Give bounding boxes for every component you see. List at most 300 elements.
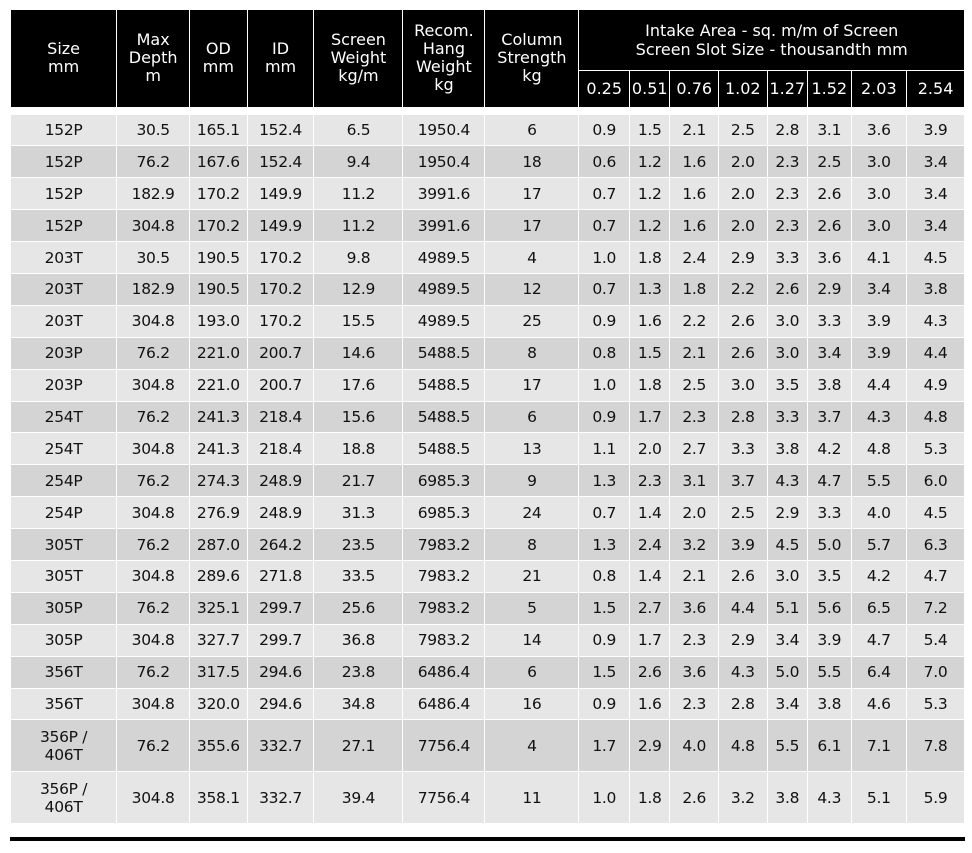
cell-intake: 3.3 — [808, 497, 851, 529]
cell-intake: 2.5 — [719, 497, 768, 529]
cell-intake: 0.7 — [579, 273, 630, 305]
header-intake-line2: Screen Slot Size - thousandth mm — [635, 39, 908, 59]
cell-intake: 7.0 — [907, 656, 965, 688]
cell-id: 218.4 — [247, 433, 314, 465]
cell-intake: 0.8 — [579, 560, 630, 592]
cell-column-strength: 12 — [485, 273, 579, 305]
table-row — [11, 242, 965, 274]
header-od: OD mm — [190, 10, 248, 107]
cell-intake: 3.5 — [808, 560, 851, 592]
cell-column-strength: 4 — [485, 720, 579, 772]
cell-intake: 3.4 — [767, 688, 807, 720]
cell-column-strength: 9 — [485, 465, 579, 497]
cell-intake: 2.0 — [719, 146, 768, 178]
cell-intake: 6.3 — [907, 529, 965, 561]
header-intake-area — [579, 10, 965, 70]
header-slot-size: 1.52 — [808, 70, 851, 107]
cell-max-depth: 304.8 — [117, 772, 190, 824]
table-row — [11, 337, 965, 369]
cell-intake: 3.9 — [808, 624, 851, 656]
cell-intake: 1.6 — [670, 178, 719, 210]
cell-max-depth: 76.2 — [117, 401, 190, 433]
cell-size: 254T — [11, 433, 117, 465]
cell-intake: 2.0 — [670, 497, 719, 529]
cell-intake: 3.8 — [767, 433, 807, 465]
cell-column-strength: 6 — [485, 114, 579, 146]
cell-hang-weight: 4989.5 — [403, 305, 485, 337]
cell-intake: 4.6 — [851, 688, 907, 720]
cell-intake: 1.4 — [630, 560, 670, 592]
table-row — [11, 624, 965, 656]
cell-od: 241.3 — [190, 401, 248, 433]
cell-intake: 2.2 — [719, 273, 768, 305]
cell-intake: 2.6 — [719, 337, 768, 369]
cell-intake: 3.6 — [670, 656, 719, 688]
cell-intake: 2.3 — [767, 210, 807, 242]
cell-intake: 1.5 — [579, 592, 630, 624]
cell-od: 241.3 — [190, 433, 248, 465]
cell-od: 190.5 — [190, 242, 248, 274]
header-slot-size: 0.51 — [630, 70, 670, 107]
cell-max-depth: 76.2 — [117, 465, 190, 497]
cell-intake: 2.0 — [630, 433, 670, 465]
cell-intake: 2.8 — [719, 688, 768, 720]
cell-hang-weight: 4989.5 — [403, 273, 485, 305]
cell-intake: 3.3 — [808, 305, 851, 337]
cell-max-depth: 76.2 — [117, 592, 190, 624]
cell-intake: 4.4 — [907, 337, 965, 369]
cell-intake: 3.4 — [907, 210, 965, 242]
cell-column-strength: 8 — [485, 529, 579, 561]
cell-intake: 3.3 — [767, 242, 807, 274]
cell-intake: 0.7 — [579, 178, 630, 210]
cell-intake: 3.0 — [767, 560, 807, 592]
cell-intake: 4.4 — [851, 369, 907, 401]
cell-od: 325.1 — [190, 592, 248, 624]
cell-intake: 3.2 — [670, 529, 719, 561]
table-row — [11, 146, 965, 178]
table-row — [11, 772, 965, 824]
cell-od: 274.3 — [190, 465, 248, 497]
cell-size: 356T — [11, 688, 117, 720]
cell-size: 305T — [11, 560, 117, 592]
cell-intake: 1.8 — [630, 772, 670, 824]
header-column-strength: Column Strength kg — [485, 10, 579, 107]
cell-intake: 2.5 — [808, 146, 851, 178]
cell-id: 200.7 — [247, 369, 314, 401]
cell-max-depth: 76.2 — [117, 337, 190, 369]
cell-intake: 3.0 — [767, 337, 807, 369]
cell-od: 170.2 — [190, 210, 248, 242]
cell-intake: 1.5 — [579, 656, 630, 688]
header-slot-size: 1.02 — [719, 70, 768, 107]
cell-od: 355.6 — [190, 720, 248, 772]
table-row — [11, 560, 965, 592]
cell-intake: 3.6 — [670, 592, 719, 624]
cell-intake: 3.4 — [767, 624, 807, 656]
cell-intake: 4.7 — [851, 624, 907, 656]
table-row — [11, 592, 965, 624]
cell-intake: 0.9 — [579, 624, 630, 656]
cell-id: 218.4 — [247, 401, 314, 433]
cell-column-strength: 17 — [485, 178, 579, 210]
cell-od: 167.6 — [190, 146, 248, 178]
cell-hang-weight: 1950.4 — [403, 114, 485, 146]
cell-column-strength: 16 — [485, 688, 579, 720]
table-row — [11, 497, 965, 529]
cell-max-depth: 304.8 — [117, 624, 190, 656]
cell-column-strength: 25 — [485, 305, 579, 337]
cell-size: 203P — [11, 369, 117, 401]
cell-id: 332.7 — [247, 720, 314, 772]
cell-max-depth: 76.2 — [117, 656, 190, 688]
cell-screen-weight: 6.5 — [314, 114, 403, 146]
cell-id: 170.2 — [247, 305, 314, 337]
cell-intake: 2.3 — [767, 146, 807, 178]
cell-size: 203T — [11, 273, 117, 305]
cell-intake: 3.8 — [808, 688, 851, 720]
cell-intake: 2.6 — [808, 210, 851, 242]
cell-intake: 3.0 — [719, 369, 768, 401]
cell-hang-weight: 6486.4 — [403, 656, 485, 688]
cell-intake: 4.3 — [808, 772, 851, 824]
cell-size: 305P — [11, 592, 117, 624]
cell-intake: 2.8 — [767, 114, 807, 146]
cell-hang-weight: 5488.5 — [403, 433, 485, 465]
table-row — [11, 465, 965, 497]
cell-od: 289.6 — [190, 560, 248, 592]
header-screen-weight: Screen Weight kg/m — [314, 10, 403, 107]
cell-screen-weight: 11.2 — [314, 210, 403, 242]
cell-od: 193.0 — [190, 305, 248, 337]
cell-od: 165.1 — [190, 114, 248, 146]
cell-id: 248.9 — [247, 465, 314, 497]
cell-intake: 2.2 — [670, 305, 719, 337]
cell-hang-weight: 4989.5 — [403, 242, 485, 274]
cell-column-strength: 11 — [485, 772, 579, 824]
cell-size: 305P — [11, 624, 117, 656]
cell-intake: 3.3 — [767, 401, 807, 433]
cell-intake: 0.9 — [579, 114, 630, 146]
cell-intake: 4.0 — [670, 720, 719, 772]
cell-intake: 4.5 — [907, 497, 965, 529]
cell-column-strength: 6 — [485, 401, 579, 433]
cell-intake: 1.7 — [630, 624, 670, 656]
cell-column-strength: 24 — [485, 497, 579, 529]
cell-intake: 0.9 — [579, 688, 630, 720]
cell-max-depth: 182.9 — [117, 178, 190, 210]
cell-intake: 3.8 — [808, 369, 851, 401]
header-slot-size: 2.54 — [907, 70, 965, 107]
cell-hang-weight: 7756.4 — [403, 772, 485, 824]
table-row — [11, 114, 965, 146]
cell-intake: 5.7 — [851, 529, 907, 561]
cell-id: 170.2 — [247, 242, 314, 274]
cell-intake: 0.7 — [579, 497, 630, 529]
cell-intake: 1.8 — [630, 242, 670, 274]
cell-hang-weight: 7983.2 — [403, 560, 485, 592]
cell-column-strength: 18 — [485, 146, 579, 178]
cell-intake: 3.4 — [808, 337, 851, 369]
cell-intake: 5.0 — [808, 529, 851, 561]
cell-intake: 3.9 — [851, 305, 907, 337]
cell-screen-weight: 9.8 — [314, 242, 403, 274]
cell-hang-weight: 6985.3 — [403, 497, 485, 529]
cell-intake: 4.3 — [719, 656, 768, 688]
cell-hang-weight: 7983.2 — [403, 592, 485, 624]
cell-intake: 2.6 — [719, 305, 768, 337]
header-slot-size: 0.76 — [670, 70, 719, 107]
cell-screen-weight: 12.9 — [314, 273, 403, 305]
cell-intake: 1.8 — [670, 273, 719, 305]
cell-intake: 2.0 — [719, 178, 768, 210]
cell-hang-weight: 7756.4 — [403, 720, 485, 772]
cell-screen-weight: 31.3 — [314, 497, 403, 529]
cell-intake: 4.2 — [808, 433, 851, 465]
cell-intake: 5.1 — [851, 772, 907, 824]
cell-intake: 2.5 — [719, 114, 768, 146]
cell-id: 200.7 — [247, 337, 314, 369]
cell-size: 356P / 406T — [11, 772, 117, 824]
cell-max-depth: 304.8 — [117, 369, 190, 401]
cell-intake: 2.7 — [630, 592, 670, 624]
cell-intake: 3.7 — [808, 401, 851, 433]
cell-id: 271.8 — [247, 560, 314, 592]
cell-od: 287.0 — [190, 529, 248, 561]
cell-intake: 6.5 — [851, 592, 907, 624]
cell-intake: 1.3 — [579, 465, 630, 497]
cell-intake: 4.3 — [907, 305, 965, 337]
cell-size: 254P — [11, 465, 117, 497]
cell-intake: 3.1 — [808, 114, 851, 146]
cell-hang-weight: 3991.6 — [403, 178, 485, 210]
cell-intake: 3.8 — [907, 273, 965, 305]
cell-max-depth: 304.8 — [117, 210, 190, 242]
cell-id: 149.9 — [247, 210, 314, 242]
cell-intake: 2.9 — [767, 497, 807, 529]
table-body — [11, 107, 965, 824]
cell-intake: 3.1 — [670, 465, 719, 497]
cell-max-depth: 30.5 — [117, 242, 190, 274]
cell-screen-weight: 27.1 — [314, 720, 403, 772]
cell-intake: 4.9 — [907, 369, 965, 401]
cell-intake: 7.8 — [907, 720, 965, 772]
cell-intake: 1.2 — [630, 178, 670, 210]
cell-intake: 1.1 — [579, 433, 630, 465]
header-intake-line1: Intake Area - sq. m/m of Screen — [645, 20, 899, 40]
cell-intake: 0.9 — [579, 401, 630, 433]
cell-od: 358.1 — [190, 772, 248, 824]
cell-max-depth: 76.2 — [117, 529, 190, 561]
cell-max-depth: 304.8 — [117, 688, 190, 720]
cell-id: 299.7 — [247, 624, 314, 656]
cell-intake: 3.4 — [907, 146, 965, 178]
cell-od: 221.0 — [190, 369, 248, 401]
cell-intake: 5.4 — [907, 624, 965, 656]
cell-max-depth: 304.8 — [117, 497, 190, 529]
table-row — [11, 178, 965, 210]
cell-size: 152P — [11, 210, 117, 242]
cell-screen-weight: 36.8 — [314, 624, 403, 656]
cell-screen-weight: 25.6 — [314, 592, 403, 624]
cell-id: 152.4 — [247, 114, 314, 146]
cell-intake: 4.3 — [851, 401, 907, 433]
cell-intake: 7.2 — [907, 592, 965, 624]
cell-intake: 5.9 — [907, 772, 965, 824]
cell-id: 332.7 — [247, 772, 314, 824]
cell-column-strength: 21 — [485, 560, 579, 592]
table-row — [11, 720, 965, 772]
cell-hang-weight: 6486.4 — [403, 688, 485, 720]
cell-size: 305T — [11, 529, 117, 561]
cell-intake: 2.6 — [808, 178, 851, 210]
table-row — [11, 210, 965, 242]
cell-column-strength: 8 — [485, 337, 579, 369]
cell-intake: 2.0 — [719, 210, 768, 242]
cell-screen-weight: 23.8 — [314, 656, 403, 688]
cell-intake: 3.5 — [767, 369, 807, 401]
cell-od: 327.7 — [190, 624, 248, 656]
cell-intake: 2.3 — [670, 688, 719, 720]
cell-intake: 0.8 — [579, 337, 630, 369]
cell-intake: 2.3 — [767, 178, 807, 210]
cell-od: 221.0 — [190, 337, 248, 369]
header-slot-size: 2.03 — [851, 70, 907, 107]
cell-id: 294.6 — [247, 656, 314, 688]
cell-screen-weight: 18.8 — [314, 433, 403, 465]
cell-intake: 1.5 — [630, 337, 670, 369]
cell-intake: 5.0 — [767, 656, 807, 688]
cell-intake: 2.6 — [767, 273, 807, 305]
cell-intake: 3.9 — [907, 114, 965, 146]
cell-intake: 2.1 — [670, 560, 719, 592]
cell-intake: 2.5 — [670, 369, 719, 401]
cell-intake: 4.1 — [851, 242, 907, 274]
cell-column-strength: 14 — [485, 624, 579, 656]
cell-intake: 3.4 — [907, 178, 965, 210]
cell-intake: 6.0 — [907, 465, 965, 497]
cell-size: 203T — [11, 242, 117, 274]
cell-intake: 2.3 — [630, 465, 670, 497]
cell-screen-weight: 39.4 — [314, 772, 403, 824]
cell-intake: 1.0 — [579, 242, 630, 274]
cell-screen-weight: 15.5 — [314, 305, 403, 337]
cell-intake: 3.9 — [851, 337, 907, 369]
header-slot-size: 0.25 — [579, 70, 630, 107]
cell-hang-weight: 5488.5 — [403, 369, 485, 401]
cell-intake: 7.1 — [851, 720, 907, 772]
cell-od: 170.2 — [190, 178, 248, 210]
cell-intake: 2.4 — [630, 529, 670, 561]
cell-hang-weight: 5488.5 — [403, 401, 485, 433]
cell-intake: 1.6 — [670, 146, 719, 178]
cell-intake: 1.2 — [630, 146, 670, 178]
cell-intake: 4.0 — [851, 497, 907, 529]
cell-intake: 4.3 — [767, 465, 807, 497]
cell-screen-weight: 9.4 — [314, 146, 403, 178]
cell-intake: 2.3 — [670, 401, 719, 433]
cell-intake: 5.5 — [808, 656, 851, 688]
cell-max-depth: 76.2 — [117, 720, 190, 772]
cell-intake: 4.8 — [719, 720, 768, 772]
cell-id: 264.2 — [247, 529, 314, 561]
header-slot-size: 1.27 — [767, 70, 807, 107]
cell-size: 254T — [11, 401, 117, 433]
table-row — [11, 273, 965, 305]
cell-intake: 4.5 — [907, 242, 965, 274]
cell-od: 320.0 — [190, 688, 248, 720]
cell-intake: 4.7 — [907, 560, 965, 592]
cell-intake: 3.8 — [767, 772, 807, 824]
cell-intake: 1.0 — [579, 772, 630, 824]
cell-intake: 2.9 — [808, 273, 851, 305]
cell-intake: 1.3 — [579, 529, 630, 561]
header-max-depth: Max Depth m — [117, 10, 190, 107]
cell-id: 294.6 — [247, 688, 314, 720]
table-row — [11, 433, 965, 465]
cell-max-depth: 304.8 — [117, 305, 190, 337]
cell-size: 152P — [11, 146, 117, 178]
cell-intake: 2.6 — [670, 772, 719, 824]
table-row — [11, 369, 965, 401]
cell-intake: 5.1 — [767, 592, 807, 624]
cell-size: 152P — [11, 178, 117, 210]
cell-intake: 2.1 — [670, 337, 719, 369]
cell-intake: 1.3 — [630, 273, 670, 305]
table-bottom-rule — [10, 837, 965, 841]
cell-intake: 3.7 — [719, 465, 768, 497]
header-hang-weight: Recom. Hang Weight kg — [403, 10, 485, 107]
cell-intake: 4.2 — [851, 560, 907, 592]
cell-intake: 3.3 — [719, 433, 768, 465]
cell-intake: 2.8 — [719, 401, 768, 433]
cell-max-depth: 182.9 — [117, 273, 190, 305]
cell-screen-weight: 23.5 — [314, 529, 403, 561]
cell-screen-weight: 15.6 — [314, 401, 403, 433]
table-row — [11, 401, 965, 433]
cell-max-depth: 76.2 — [117, 146, 190, 178]
cell-od: 317.5 — [190, 656, 248, 688]
table-row — [11, 305, 965, 337]
cell-max-depth: 304.8 — [117, 560, 190, 592]
cell-intake: 1.7 — [579, 720, 630, 772]
cell-hang-weight: 1950.4 — [403, 146, 485, 178]
cell-column-strength: 13 — [485, 433, 579, 465]
cell-od: 190.5 — [190, 273, 248, 305]
cell-size: 356T — [11, 656, 117, 688]
table-row — [11, 529, 965, 561]
cell-id: 299.7 — [247, 592, 314, 624]
cell-screen-weight: 21.7 — [314, 465, 403, 497]
cell-size: 356P / 406T — [11, 720, 117, 772]
cell-column-strength: 5 — [485, 592, 579, 624]
cell-intake: 2.6 — [719, 560, 768, 592]
cell-intake: 4.5 — [767, 529, 807, 561]
cell-id: 152.4 — [247, 146, 314, 178]
cell-intake: 4.8 — [851, 433, 907, 465]
cell-intake: 3.0 — [851, 210, 907, 242]
cell-intake: 5.5 — [851, 465, 907, 497]
cell-screen-weight: 33.5 — [314, 560, 403, 592]
cell-hang-weight: 5488.5 — [403, 337, 485, 369]
cell-od: 276.9 — [190, 497, 248, 529]
cell-intake: 0.9 — [579, 305, 630, 337]
cell-intake: 5.6 — [808, 592, 851, 624]
cell-intake: 2.4 — [670, 242, 719, 274]
header-size: Size mm — [11, 10, 117, 107]
cell-size: 254P — [11, 497, 117, 529]
cell-column-strength: 17 — [485, 369, 579, 401]
